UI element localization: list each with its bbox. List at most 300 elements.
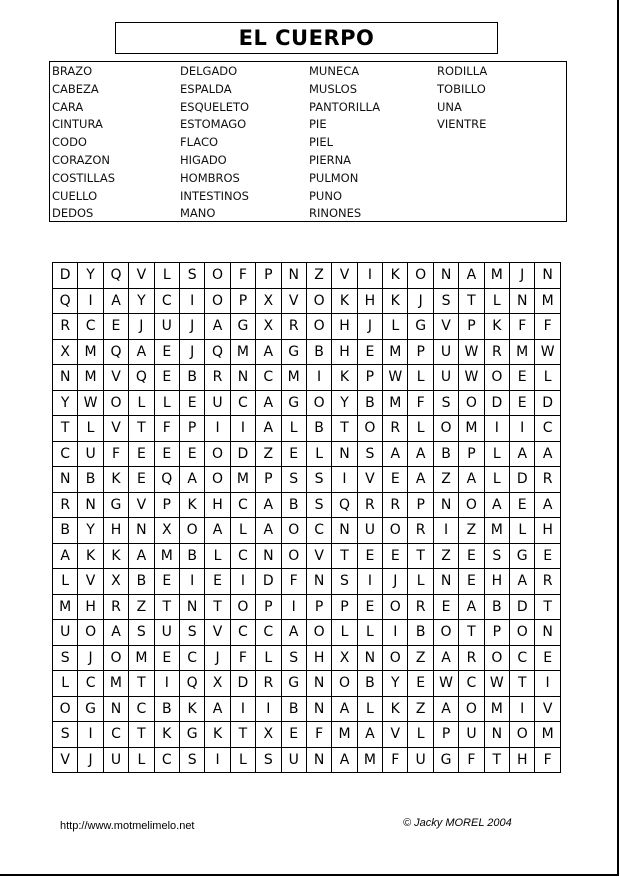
grid-cell[interactable]: Q [205,340,230,366]
grid-cell[interactable]: P [256,263,281,289]
grid-cell[interactable]: P [155,493,180,519]
grid-cell[interactable]: R [408,518,433,544]
grid-cell[interactable]: V [434,314,459,340]
grid-cell[interactable]: E [459,569,484,595]
grid-cell[interactable]: A [459,467,484,493]
grid-cell[interactable]: L [282,416,307,442]
grid-cell[interactable]: Q [332,493,357,519]
grid-cell[interactable]: L [129,748,154,774]
grid-cell[interactable]: I [155,671,180,697]
grid-cell[interactable]: S [282,646,307,672]
grid-cell[interactable]: D [485,391,510,417]
grid-cell[interactable]: M [129,646,154,672]
grid-cell[interactable]: C [256,365,281,391]
grid-cell[interactable]: S [358,442,383,468]
grid-cell[interactable]: T [205,595,230,621]
grid-cell[interactable]: T [485,748,510,774]
grid-cell[interactable]: R [205,365,230,391]
grid-cell[interactable]: X [256,722,281,748]
grid-cell[interactable]: L [485,289,510,315]
grid-cell[interactable]: F [231,646,256,672]
grid-cell[interactable]: K [205,722,230,748]
grid-cell[interactable]: O [459,493,484,519]
grid-cell[interactable]: C [231,391,256,417]
grid-cell[interactable]: R [485,340,510,366]
grid-cell[interactable]: U [434,365,459,391]
grid-cell[interactable]: X [104,569,129,595]
grid-cell[interactable]: H [205,493,230,519]
grid-cell[interactable]: B [282,493,307,519]
grid-cell[interactable]: O [205,442,230,468]
grid-cell[interactable]: W [535,340,560,366]
grid-cell[interactable]: N [510,289,535,315]
grid-cell[interactable]: K [180,697,205,723]
grid-cell[interactable]: A [104,620,129,646]
grid-cell[interactable]: X [53,340,78,366]
grid-cell[interactable]: M [510,340,535,366]
grid-cell[interactable]: N [53,467,78,493]
grid-cell[interactable]: O [383,595,408,621]
grid-cell[interactable]: R [408,595,433,621]
grid-cell[interactable]: N [307,697,332,723]
grid-cell[interactable]: Q [104,263,129,289]
grid-cell[interactable]: S [332,569,357,595]
grid-cell[interactable]: W [485,671,510,697]
grid-cell[interactable]: S [282,467,307,493]
grid-cell[interactable]: C [129,697,154,723]
grid-cell[interactable]: T [129,416,154,442]
grid-cell[interactable]: C [155,289,180,315]
grid-cell[interactable]: I [332,467,357,493]
grid-cell[interactable]: O [383,646,408,672]
grid-cell[interactable]: O [307,391,332,417]
grid-cell[interactable]: I [180,289,205,315]
grid-cell[interactable]: T [129,722,154,748]
grid-cell[interactable]: J [383,569,408,595]
grid-cell[interactable]: N [104,697,129,723]
grid-cell[interactable]: Y [53,391,78,417]
grid-cell[interactable]: I [434,518,459,544]
grid-cell[interactable]: I [205,748,230,774]
grid-cell[interactable]: N [180,595,205,621]
grid-cell[interactable]: A [205,518,230,544]
grid-cell[interactable]: Q [53,289,78,315]
grid-cell[interactable]: G [408,314,433,340]
grid-cell[interactable]: G [231,314,256,340]
grid-cell[interactable]: C [535,416,560,442]
grid-cell[interactable]: E [383,544,408,570]
grid-cell[interactable]: T [408,544,433,570]
grid-cell[interactable]: I [510,697,535,723]
grid-cell[interactable]: A [459,263,484,289]
grid-cell[interactable]: L [53,671,78,697]
grid-cell[interactable]: O [408,263,433,289]
grid-cell[interactable]: E [459,544,484,570]
grid-cell[interactable]: E [383,467,408,493]
grid-cell[interactable]: K [180,493,205,519]
grid-cell[interactable]: O [434,416,459,442]
grid-cell[interactable]: E [155,569,180,595]
grid-cell[interactable]: V [129,263,154,289]
grid-cell[interactable]: M [78,365,103,391]
grid-cell[interactable]: E [104,314,129,340]
grid-cell[interactable]: K [155,722,180,748]
grid-cell[interactable]: S [485,544,510,570]
grid-cell[interactable]: O [459,697,484,723]
grid-cell[interactable]: F [282,569,307,595]
grid-cell[interactable]: S [307,467,332,493]
grid-cell[interactable]: P [256,595,281,621]
grid-cell[interactable]: L [307,442,332,468]
grid-cell[interactable]: L [256,646,281,672]
grid-cell[interactable]: T [231,722,256,748]
grid-cell[interactable]: N [307,569,332,595]
grid-cell[interactable]: A [129,544,154,570]
grid-cell[interactable]: I [231,416,256,442]
grid-cell[interactable]: L [510,518,535,544]
grid-cell[interactable]: N [434,493,459,519]
grid-cell[interactable]: R [282,314,307,340]
grid-cell[interactable]: M [231,467,256,493]
grid-cell[interactable]: K [332,365,357,391]
grid-cell[interactable]: Z [307,263,332,289]
grid-cell[interactable]: B [434,442,459,468]
grid-cell[interactable]: Z [459,518,484,544]
grid-cell[interactable]: N [256,544,281,570]
grid-cell[interactable]: A [434,646,459,672]
grid-cell[interactable]: M [485,697,510,723]
grid-cell[interactable]: Z [434,467,459,493]
grid-cell[interactable]: U [459,722,484,748]
grid-cell[interactable]: U [282,748,307,774]
grid-cell[interactable]: P [231,289,256,315]
grid-cell[interactable]: A [282,620,307,646]
grid-cell[interactable]: B [408,620,433,646]
grid-cell[interactable]: M [485,263,510,289]
grid-cell[interactable]: W [383,365,408,391]
grid-cell[interactable]: Y [383,671,408,697]
grid-cell[interactable]: K [485,314,510,340]
grid-cell[interactable]: E [510,493,535,519]
grid-cell[interactable]: V [383,722,408,748]
grid-cell[interactable]: Q [180,671,205,697]
grid-cell[interactable]: F [155,416,180,442]
grid-cell[interactable]: O [510,722,535,748]
grid-cell[interactable]: G [282,671,307,697]
grid-cell[interactable]: I [78,722,103,748]
grid-cell[interactable]: P [408,493,433,519]
grid-cell[interactable]: S [53,646,78,672]
grid-cell[interactable]: I [485,416,510,442]
grid-cell[interactable]: D [256,569,281,595]
grid-cell[interactable]: O [282,518,307,544]
grid-cell[interactable]: O [104,391,129,417]
grid-cell[interactable]: E [155,646,180,672]
grid-cell[interactable]: L [155,391,180,417]
grid-cell[interactable]: P [180,416,205,442]
grid-cell[interactable]: H [78,595,103,621]
grid-cell[interactable]: B [53,518,78,544]
grid-cell[interactable]: O [358,416,383,442]
grid-cell[interactable]: O [434,620,459,646]
grid-cell[interactable]: N [535,620,560,646]
grid-cell[interactable]: H [332,314,357,340]
grid-cell[interactable]: J [180,340,205,366]
grid-cell[interactable]: L [358,697,383,723]
grid-cell[interactable]: A [180,467,205,493]
grid-cell[interactable]: F [383,748,408,774]
grid-cell[interactable]: H [358,289,383,315]
grid-cell[interactable]: Y [78,518,103,544]
grid-cell[interactable]: D [535,391,560,417]
grid-cell[interactable]: K [78,544,103,570]
grid-cell[interactable]: R [256,671,281,697]
grid-cell[interactable]: I [282,595,307,621]
grid-cell[interactable]: J [180,314,205,340]
grid-cell[interactable]: R [459,646,484,672]
grid-cell[interactable]: T [129,671,154,697]
grid-cell[interactable]: V [205,620,230,646]
grid-cell[interactable]: J [510,263,535,289]
grid-cell[interactable]: R [358,493,383,519]
grid-cell[interactable]: M [282,365,307,391]
grid-cell[interactable]: B [307,416,332,442]
grid-cell[interactable]: O [205,289,230,315]
grid-cell[interactable]: O [307,289,332,315]
grid-cell[interactable]: V [358,467,383,493]
grid-cell[interactable]: M [332,722,357,748]
grid-cell[interactable]: P [485,620,510,646]
grid-cell[interactable]: P [459,442,484,468]
grid-cell[interactable]: B [282,697,307,723]
grid-cell[interactable]: I [78,289,103,315]
grid-cell[interactable]: S [307,493,332,519]
grid-cell[interactable]: S [180,263,205,289]
grid-cell[interactable]: F [459,748,484,774]
grid-cell[interactable]: G [180,722,205,748]
grid-cell[interactable]: U [104,748,129,774]
grid-cell[interactable]: V [53,748,78,774]
grid-cell[interactable]: X [205,671,230,697]
grid-cell[interactable]: J [129,314,154,340]
grid-cell[interactable]: O [180,518,205,544]
grid-cell[interactable]: L [535,365,560,391]
grid-cell[interactable]: N [332,442,357,468]
grid-cell[interactable]: O [104,646,129,672]
grid-cell[interactable]: J [358,314,383,340]
grid-cell[interactable]: M [155,544,180,570]
grid-cell[interactable]: C [53,442,78,468]
grid-cell[interactable]: N [231,365,256,391]
grid-cell[interactable]: O [485,365,510,391]
grid-cell[interactable]: M [459,416,484,442]
grid-cell[interactable]: R [535,569,560,595]
grid-cell[interactable]: G [282,340,307,366]
grid-cell[interactable]: L [332,620,357,646]
grid-cell[interactable]: A [408,442,433,468]
grid-cell[interactable]: J [205,646,230,672]
grid-cell[interactable]: V [535,697,560,723]
grid-cell[interactable]: M [358,748,383,774]
grid-cell[interactable]: Y [129,289,154,315]
grid-cell[interactable]: B [180,544,205,570]
grid-cell[interactable]: O [282,544,307,570]
grid-cell[interactable]: P [332,595,357,621]
grid-cell[interactable]: J [408,289,433,315]
grid-cell[interactable]: R [383,493,408,519]
grid-cell[interactable]: F [104,442,129,468]
grid-cell[interactable]: H [510,748,535,774]
grid-cell[interactable]: V [104,416,129,442]
grid-cell[interactable]: T [459,289,484,315]
grid-cell[interactable]: Z [129,595,154,621]
grid-cell[interactable]: N [358,646,383,672]
grid-cell[interactable]: C [231,493,256,519]
grid-cell[interactable]: N [434,569,459,595]
grid-cell[interactable]: O [307,620,332,646]
grid-cell[interactable]: L [358,620,383,646]
grid-cell[interactable]: L [485,442,510,468]
grid-cell[interactable]: A [485,493,510,519]
grid-cell[interactable]: E [155,340,180,366]
grid-cell[interactable]: W [434,671,459,697]
grid-cell[interactable]: F [408,391,433,417]
grid-cell[interactable]: Q [129,365,154,391]
grid-cell[interactable]: K [104,467,129,493]
grid-cell[interactable]: F [307,722,332,748]
grid-cell[interactable]: P [256,467,281,493]
grid-cell[interactable]: A [205,697,230,723]
grid-cell[interactable]: N [78,493,103,519]
grid-cell[interactable]: G [78,697,103,723]
grid-cell[interactable]: M [485,518,510,544]
grid-cell[interactable]: O [459,391,484,417]
grid-cell[interactable]: S [129,620,154,646]
grid-cell[interactable]: X [155,518,180,544]
grid-cell[interactable]: V [307,544,332,570]
grid-cell[interactable]: A [408,467,433,493]
grid-cell[interactable]: O [231,595,256,621]
grid-cell[interactable]: E [535,544,560,570]
grid-cell[interactable]: O [332,671,357,697]
grid-cell[interactable]: T [332,416,357,442]
grid-cell[interactable]: A [256,391,281,417]
grid-cell[interactable]: D [510,595,535,621]
grid-cell[interactable]: C [459,671,484,697]
grid-cell[interactable]: Y [332,391,357,417]
grid-cell[interactable]: M [78,340,103,366]
grid-cell[interactable]: L [485,467,510,493]
grid-cell[interactable]: W [459,365,484,391]
grid-cell[interactable]: V [78,569,103,595]
grid-cell[interactable]: A [256,340,281,366]
grid-cell[interactable]: N [485,722,510,748]
grid-cell[interactable]: Z [434,544,459,570]
grid-cell[interactable]: B [155,697,180,723]
grid-cell[interactable]: Y [78,263,103,289]
grid-cell[interactable]: U [78,442,103,468]
grid-cell[interactable]: G [282,391,307,417]
grid-cell[interactable]: I [510,416,535,442]
grid-cell[interactable]: C [78,671,103,697]
grid-cell[interactable]: A [510,569,535,595]
grid-cell[interactable]: D [231,671,256,697]
grid-cell[interactable]: C [231,620,256,646]
grid-cell[interactable]: P [408,340,433,366]
grid-cell[interactable]: P [459,314,484,340]
grid-cell[interactable]: T [53,416,78,442]
grid-cell[interactable]: E [408,671,433,697]
grid-cell[interactable]: A [53,544,78,570]
grid-cell[interactable]: N [307,671,332,697]
grid-cell[interactable]: B [129,569,154,595]
grid-cell[interactable]: S [53,722,78,748]
grid-cell[interactable]: D [510,467,535,493]
grid-cell[interactable]: E [434,595,459,621]
grid-cell[interactable]: K [383,263,408,289]
grid-cell[interactable]: L [383,314,408,340]
grid-cell[interactable]: E [180,391,205,417]
grid-cell[interactable]: I [231,697,256,723]
grid-cell[interactable]: H [104,518,129,544]
grid-cell[interactable]: X [332,646,357,672]
grid-cell[interactable]: E [358,340,383,366]
grid-cell[interactable]: K [383,289,408,315]
grid-cell[interactable]: A [332,748,357,774]
grid-cell[interactable]: M [104,671,129,697]
grid-cell[interactable]: B [78,467,103,493]
grid-cell[interactable]: T [459,620,484,646]
grid-cell[interactable]: V [282,289,307,315]
grid-cell[interactable]: E [205,569,230,595]
grid-cell[interactable]: H [535,518,560,544]
grid-cell[interactable]: D [53,263,78,289]
grid-cell[interactable]: D [231,442,256,468]
grid-cell[interactable]: Q [155,467,180,493]
grid-cell[interactable]: C [307,518,332,544]
grid-cell[interactable]: U [408,748,433,774]
grid-cell[interactable]: I [205,416,230,442]
grid-cell[interactable]: C [256,620,281,646]
grid-cell[interactable]: X [256,314,281,340]
grid-cell[interactable]: J [78,748,103,774]
grid-cell[interactable]: A [535,493,560,519]
grid-cell[interactable]: A [510,442,535,468]
grid-cell[interactable]: P [358,365,383,391]
grid-cell[interactable]: H [485,569,510,595]
grid-cell[interactable]: B [180,365,205,391]
grid-cell[interactable]: A [434,697,459,723]
grid-cell[interactable]: B [358,671,383,697]
grid-cell[interactable]: S [434,391,459,417]
grid-cell[interactable]: O [485,646,510,672]
grid-cell[interactable]: I [383,620,408,646]
grid-cell[interactable]: H [332,340,357,366]
grid-cell[interactable]: L [408,569,433,595]
grid-cell[interactable]: E [358,544,383,570]
grid-cell[interactable]: I [358,569,383,595]
grid-cell[interactable]: A [256,518,281,544]
grid-cell[interactable]: E [510,365,535,391]
grid-cell[interactable]: F [535,748,560,774]
grid-cell[interactable]: G [510,544,535,570]
grid-cell[interactable]: I [180,569,205,595]
grid-cell[interactable]: G [434,748,459,774]
grid-cell[interactable]: O [383,518,408,544]
grid-cell[interactable]: E [129,467,154,493]
grid-cell[interactable]: R [535,467,560,493]
grid-cell[interactable]: A [459,595,484,621]
